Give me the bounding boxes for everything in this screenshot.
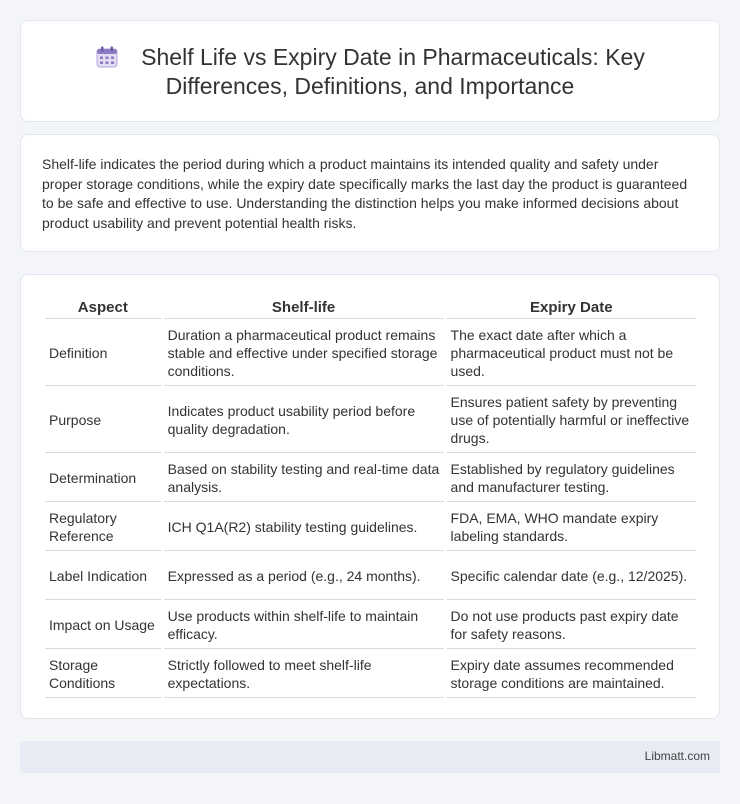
row-shelf-life: ICH Q1A(R2) stability testing guidelines. (164, 502, 444, 551)
table-row (45, 502, 696, 551)
row-shelf-life: Based on stability testing and real-time data analysis. (164, 453, 444, 502)
title-card (20, 20, 720, 122)
calendar-icon (95, 46, 119, 68)
comparison-card (20, 274, 720, 719)
table-row (45, 386, 696, 453)
footer-site-link[interactable]: Libmatt.com (644, 749, 710, 763)
row-aspect: Purpose (45, 386, 161, 453)
row-shelf-life: Expressed as a period (e.g., 24 months). (164, 551, 444, 600)
row-expiry-date: Established by regulatory guidelines and manufacturer testing. (447, 453, 696, 502)
table-row (45, 319, 696, 386)
row-aspect: Regulatory Reference (45, 502, 161, 551)
row-shelf-life: Use products within shelf-life to maintain efficacy. (164, 600, 444, 649)
row-expiry-date: FDA, EMA, WHO mandate expiry labeling standards. (447, 502, 696, 551)
row-expiry-date: Do not use products past expiry date for safety reasons. (447, 600, 696, 649)
row-aspect: Definition (45, 319, 161, 386)
page-title-wrap (61, 43, 679, 101)
row-expiry-date: Expiry date assumes recommended storage conditions are maintained. (447, 649, 696, 698)
row-aspect: Storage Conditions (45, 649, 161, 698)
table-row (45, 551, 696, 600)
row-expiry-date: Specific calendar date (e.g., 12/2025). (447, 551, 696, 600)
intro-paragraph: Shelf-life indicates the period during which a product maintains its intended quality and safety under proper storage conditions, while the expiry date specifically marks the last day the product is guaranteed to be safe and effective to use. Understanding the distinction helps you make informed decisions about product usability and prevent potential health risks. (42, 156, 688, 231)
table-header-row (45, 295, 696, 319)
column-header-expiry-date: Expiry Date (447, 295, 696, 319)
table-row (45, 600, 696, 649)
column-header-aspect: Aspect (45, 295, 161, 319)
comparison-table (42, 295, 699, 698)
table-row (45, 649, 696, 698)
page-title: Shelf Life vs Expiry Date in Pharmaceuticals: Key Differences, Definitions, and Importance (141, 44, 645, 99)
row-expiry-date: Ensures patient safety by preventing use of potentially harmful or ineffective drugs. (447, 386, 696, 453)
row-shelf-life: Strictly followed to meet shelf-life expectations. (164, 649, 444, 698)
row-aspect: Impact on Usage (45, 600, 161, 649)
row-shelf-life: Indicates product usability period before quality degradation. (164, 386, 444, 453)
intro-card (20, 134, 720, 252)
column-header-shelf-life: Shelf-life (164, 295, 444, 319)
table-row (45, 453, 696, 502)
row-shelf-life: Duration a pharmaceutical product remains stable and effective under specified storage conditions. (164, 319, 444, 386)
row-expiry-date: The exact date after which a pharmaceutical product must not be used. (447, 319, 696, 386)
row-aspect: Label Indication (45, 551, 161, 600)
row-aspect: Determination (45, 453, 161, 502)
footer-bar (20, 741, 720, 773)
